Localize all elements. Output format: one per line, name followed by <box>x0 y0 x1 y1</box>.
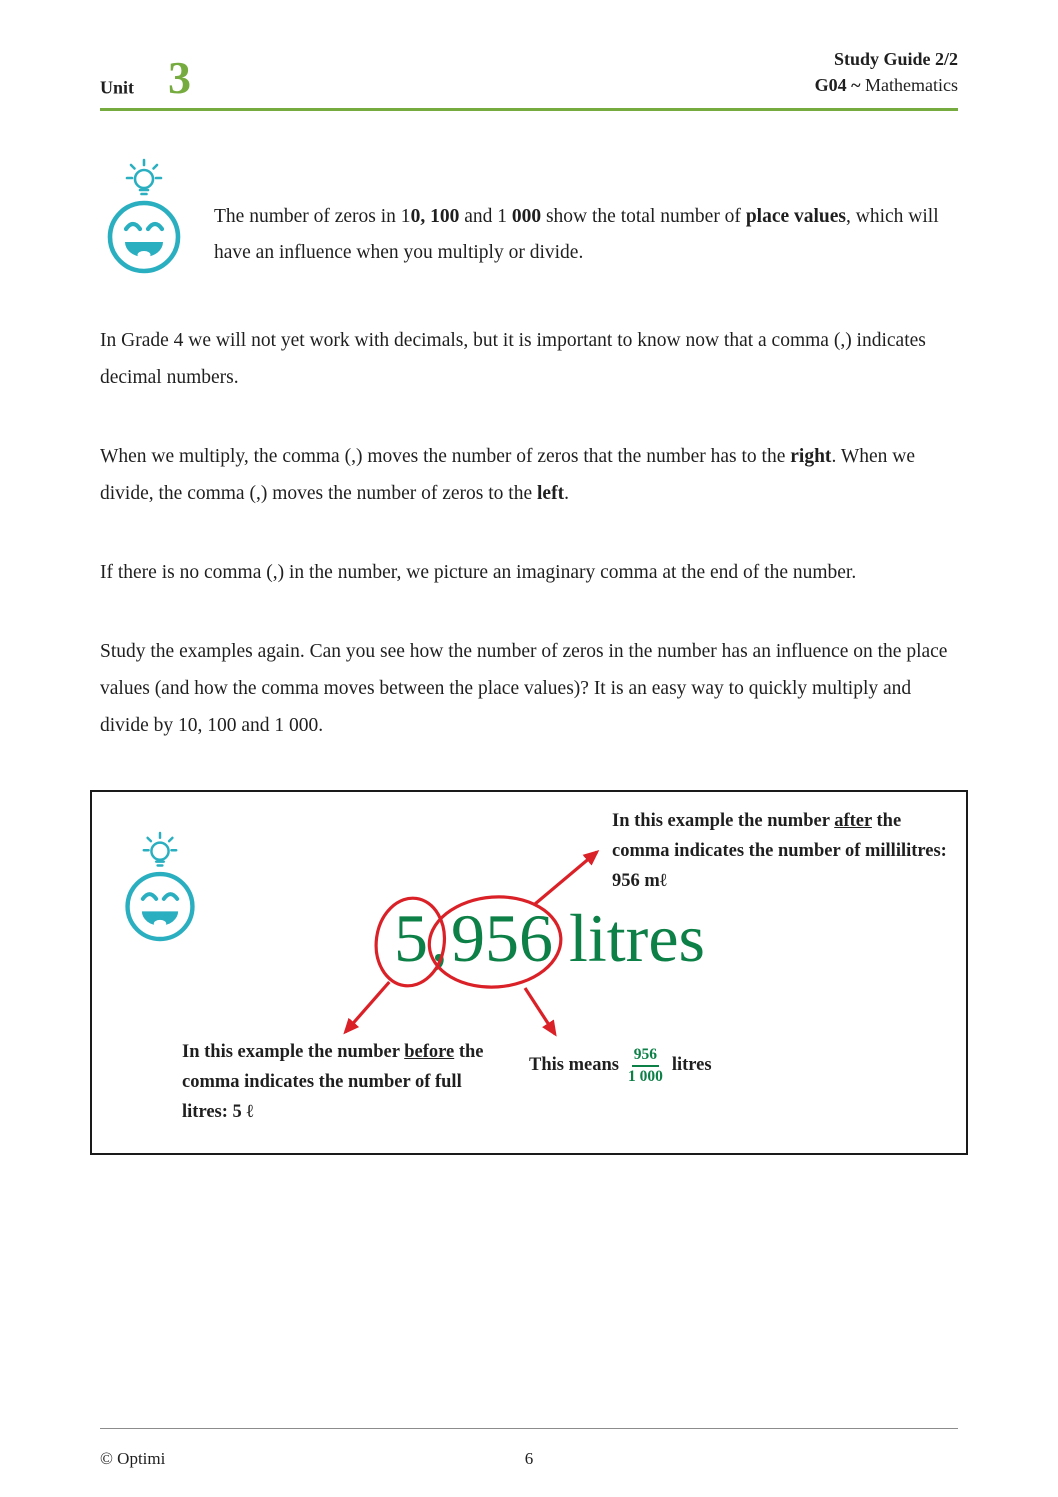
lightbulb-smiley-icon <box>118 830 202 948</box>
fraction-note <box>529 1046 712 1086</box>
fraction-numerator: 956 <box>632 1046 659 1067</box>
page-header <box>100 0 958 103</box>
page-number: 6 <box>524 1449 534 1468</box>
fraction <box>628 1046 663 1086</box>
fraction-note-suffix: litres <box>671 1055 712 1076</box>
fraction-denominator: 1 000 <box>627 1067 663 1085</box>
guide-title: Study Guide 2/2 <box>833 49 958 69</box>
page-footer <box>100 1428 958 1468</box>
decimal-comma: , <box>431 900 448 976</box>
copyright-text: © Optimi <box>100 1449 166 1468</box>
paragraph-decimals: In Grade 4 we will not yet work with decimals, but it is important to know now that a comma (,) indicates decimal numbers. <box>100 330 926 388</box>
litres-unit-label: litres <box>569 900 705 976</box>
millilitres-digits: 956 <box>451 900 553 976</box>
after-comma-note: In this example the number after the comma indicates the number of millilitres: 956 mℓ <box>612 811 947 891</box>
fraction-note-prefix: This means <box>529 1055 619 1076</box>
example-measurement <box>394 900 705 976</box>
before-comma-note: In this example the number before the comma indicates the number of full litres: 5 ℓ <box>182 1042 484 1122</box>
paragraph-multiply-divide: When we multiply, the comma (,) moves the number of zeros that the number has to the right. When we divide, the comma (,) moves the number of zeros to the left. <box>100 446 916 504</box>
lightbulb-smiley-icon <box>100 157 202 280</box>
paragraph-imaginary-comma: If there is no comma (,) in the number, we picture an imaginary comma at the end of the number. <box>100 562 857 583</box>
unit-block <box>100 51 192 103</box>
tip-text: The number of zeros in 10, 100 and 1 000 show the total number of place values, which will have an influence when you multiply or divide. <box>214 206 939 263</box>
tip-section <box>100 157 958 280</box>
litres-whole-digit: 5 <box>394 900 428 976</box>
guide-info <box>815 46 958 98</box>
paragraph-study-examples: Study the examples again. Can you see how the number of zeros in the number has an influence on the place values (and how the comma moves between the place values)? It is an easy way to quickly multiply and divide by 10, 100 and 1 000. <box>100 641 948 736</box>
guide-subject: G04 ~ Mathematics <box>814 75 958 95</box>
unit-label: Unit <box>100 77 135 97</box>
example-box <box>90 790 968 1155</box>
header-rule <box>100 108 958 111</box>
unit-number: 3 <box>168 51 192 103</box>
